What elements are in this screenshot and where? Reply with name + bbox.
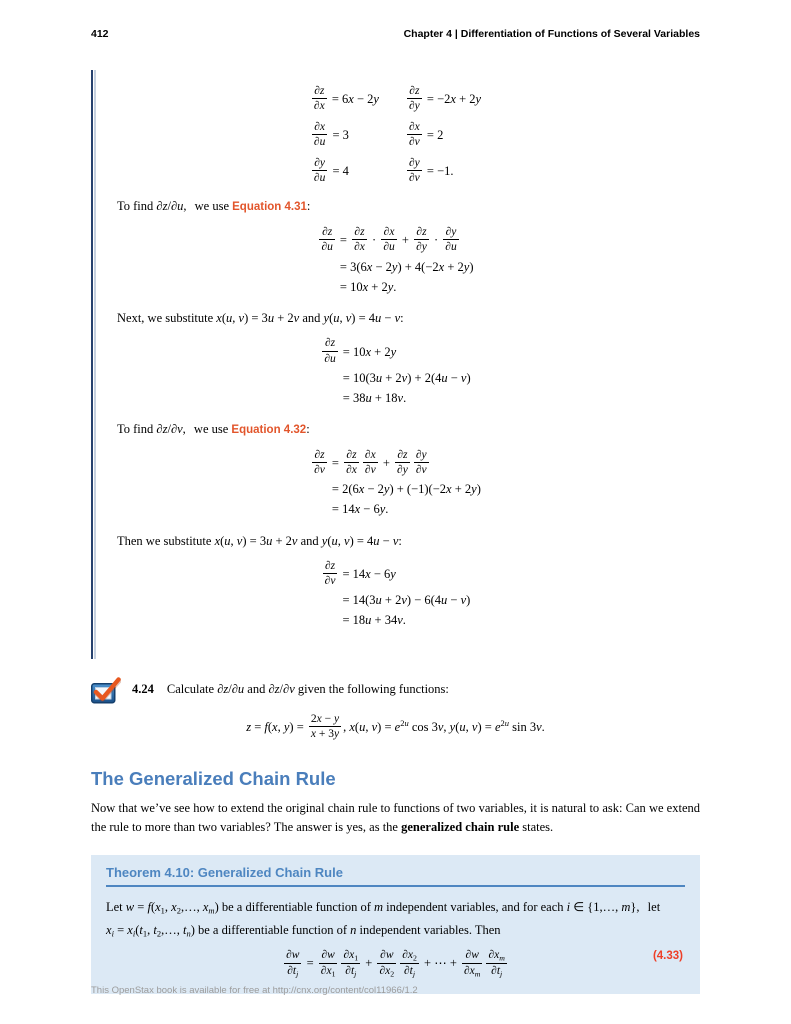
page-header xyxy=(91,28,700,40)
text-run: we use xyxy=(191,199,233,214)
text-run: we use xyxy=(190,422,232,437)
paragraph-find-dzdu xyxy=(117,199,700,214)
checkpoint-number: 4.24 xyxy=(132,681,154,696)
text-run: Now that we’ve see how to extend the original chain rule to functions of two variables, it is natural to ask: Can we extend the rule to more than two variables? The answer is yes, as the xyxy=(91,800,700,834)
partial-derivatives-block xyxy=(91,86,700,185)
page-number: 412 xyxy=(91,28,109,40)
equation-4-32-link[interactable]: Equation 4.32 xyxy=(231,424,307,437)
equation-line: $\frac{\partial w}{\partial t_j}$ = $\frac{\partial w}{\partial x_1}$ $\frac{\partial x_1}{\partial t_j}$ + $\frac{\partial w}{\partial x_2}$ $\frac{\partial x_2}{\partial t_j}$ + ⋯ + $\frac{\partial w}{\partial x_m}$ $\frac{\partial x_m}{\partial t_j}$ xyxy=(286,949,505,978)
text-run: Then we substitute xyxy=(117,533,215,548)
equation-4-31-link[interactable]: Equation 4.31 xyxy=(232,201,307,214)
text-run: and xyxy=(297,533,322,548)
text-run: Next, we substitute xyxy=(117,311,217,326)
text-run: states. xyxy=(519,819,554,834)
equation-line: z = f(x, y) = $\frac{2x - y}{x + 3y}$ , x(u, $v) = e^{2u}$ cos 3v, y(u, $v) = e^{2u}$ sin 3v. xyxy=(246,712,545,741)
inline-math-y-uv: y(u, v) = 4u − v xyxy=(323,311,401,326)
text-run: Let xyxy=(106,900,126,915)
text-run: and xyxy=(244,681,269,696)
partial-derivatives-grid: $\frac{\partial z}{\partial x}$ = 6x − 2y $\frac{\partial z}{\partial y}$ = −2x + 2y $\frac{\partial x}{\partial u}$ = 3 $\frac{\partial x}{\partial v}$ = 2 $\frac{\partial y}{\partial u}$ = 4 $\frac{\partial y}{\partial v}$ = −1. xyxy=(313,85,482,185)
inline-math-x-uv: x(u, v) = 3u + 2v xyxy=(216,311,300,326)
equation-rows: $\frac{\partial z}{\partial u}$ = $\frac{\partial z}{\partial x}$ · $\frac{\partial x}{\partial u}$ + $\frac{\partial z}{\partial y}$ · $\frac{\partial y}{\partial u}$ = 3(6x − 2y) + 4(−2x + 2y) = 10x + 2y. xyxy=(321,225,474,294)
text-run: : xyxy=(400,311,404,326)
inline-math-y-uv: y(u, v) = 4u − v xyxy=(321,533,399,548)
checkpoint-equation xyxy=(91,714,700,742)
checkpoint-prompt xyxy=(167,682,449,697)
equation-dzdu-chain-rule xyxy=(91,224,700,297)
inline-math-dzdu: ∂z/∂u, xyxy=(156,199,187,214)
equation-dzdu-result xyxy=(91,336,700,408)
theorem-title: Theorem 4.10: Generalized Chain Rule xyxy=(106,865,685,887)
theorem-equation-4-33 xyxy=(106,950,685,978)
theorem-box-4-10 xyxy=(91,855,700,994)
text-run: : xyxy=(306,422,310,437)
inline-math-n: n xyxy=(350,922,357,937)
text-run: independent variables, and for each xyxy=(383,900,567,915)
checkpoint-checkbox-icon xyxy=(91,677,121,704)
chapter-title: Chapter 4 | Differentiation of Functions of Several Variables xyxy=(403,28,700,40)
theorem-statement xyxy=(106,896,685,941)
text-run: : xyxy=(306,199,311,214)
equation-rows: $\frac{\partial z}{\partial v}$ = $\frac{\partial z}{\partial x}$ $\frac{\partial x}{\partial v}$ + $\frac{\partial z}{\partial y}$ $\frac{\partial y}{\partial v}$ = 2(6x − 2y) + (−1)(−2x + 2y) = 14x − 6y. xyxy=(314,448,481,517)
section-intro-paragraph xyxy=(91,799,700,838)
inline-math-dzdu: ∂z/∂u xyxy=(217,681,245,696)
inline-math-i-element: i ∈ {1,…, m}, xyxy=(566,900,640,915)
text-run: be a differentiable function of xyxy=(194,922,351,937)
page-footer: This OpenStax book is available for free at http://cnx.org/content/col11966/1.2 xyxy=(91,985,418,996)
section-heading-generalized-chain-rule: The Generalized Chain Rule xyxy=(91,767,336,789)
equation-rows: $\frac{\partial z}{\partial v}$ = 14x − 6y = 14(3u + 2v) − 6(4u − v) = 18u + 34v. xyxy=(324,559,471,628)
checkpoint-4-24 xyxy=(91,679,700,742)
equation-dzdv-result xyxy=(91,559,700,631)
checkpoint-prompt-row xyxy=(91,679,700,704)
text-run: : xyxy=(398,533,402,548)
text-run: let xyxy=(644,900,661,915)
text-run: To find xyxy=(117,422,157,437)
equation-number: (4.33) xyxy=(652,950,683,963)
inline-math-x-uv: x(u, v) = 3u + 2v xyxy=(214,533,298,548)
inline-math-m: m xyxy=(374,900,384,915)
paragraph-find-dzdv xyxy=(117,422,700,437)
text-run: To find xyxy=(117,199,157,214)
text-run: and xyxy=(299,311,324,326)
text-run: be a differentiable function of xyxy=(218,900,374,915)
inline-math-dzdv: ∂z/∂v, xyxy=(156,422,186,437)
inline-math-w-function: $w = f(x_1$, $x_2,\dots$, $x_m$) xyxy=(125,900,219,916)
text-run: independent variables. Then xyxy=(356,922,501,937)
example-solution-block xyxy=(91,70,700,659)
inline-math-xi-function: $x_i = x_i(t_1$, $t_2,\dots$, $t_n$) xyxy=(106,922,195,939)
text-run: given the following functions: xyxy=(294,681,449,696)
equation-rows: $\frac{\partial z}{\partial u}$ = 10x + 2y = 10(3u + 2v) + 2(4u − v) = 38u + 18v. xyxy=(324,337,471,405)
paragraph-substitute-u xyxy=(117,311,700,326)
inline-math-dzdv: ∂z/∂v xyxy=(268,681,295,696)
bold-term-generalized-chain-rule: generalized chain rule xyxy=(401,819,520,834)
text-run: Calculate xyxy=(166,681,218,696)
paragraph-substitute-v xyxy=(117,534,700,549)
equation-dzdv-chain-rule xyxy=(91,447,700,520)
